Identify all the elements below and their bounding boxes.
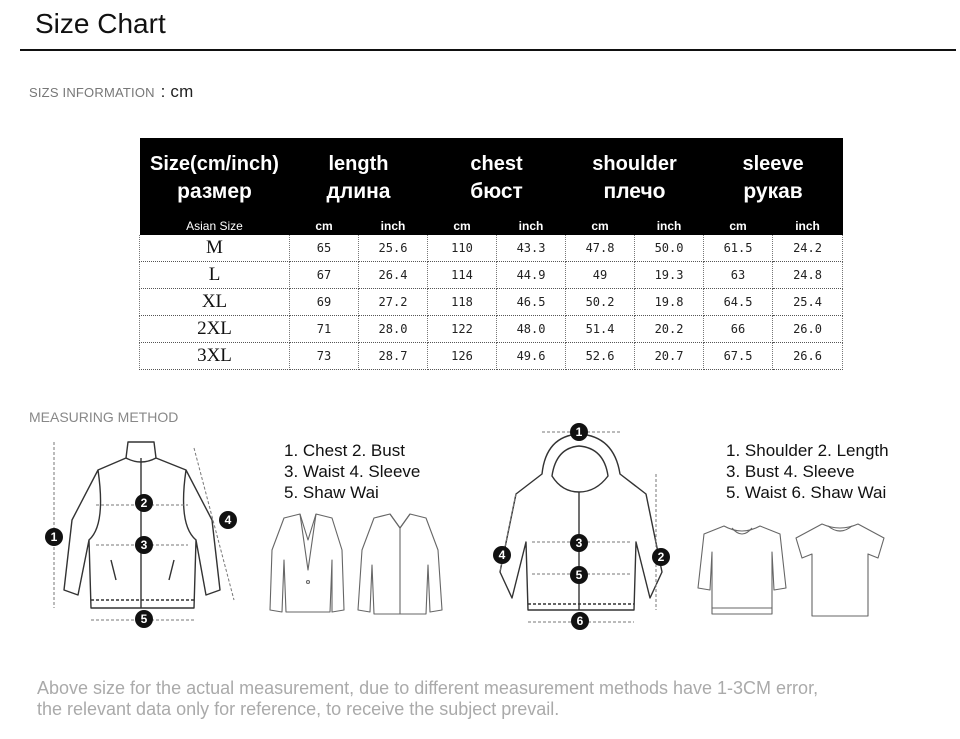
subheader-cell: cm bbox=[566, 218, 635, 235]
subheader-cell: cm bbox=[704, 218, 773, 235]
table-cell: 73 bbox=[290, 343, 359, 370]
size-info-text: SIZS INFORMATION bbox=[29, 85, 155, 100]
sweater-tshirt-sketch bbox=[694, 518, 894, 622]
table-cell: 122 bbox=[428, 316, 497, 343]
subheader-cell: inch bbox=[773, 218, 843, 235]
table-cell: 110 bbox=[428, 235, 497, 262]
right-steps bbox=[726, 440, 889, 503]
hoodie-marker-4-label: 4 bbox=[498, 548, 506, 562]
table-subheader-row bbox=[140, 218, 843, 235]
footer-note bbox=[37, 678, 818, 720]
footer-line: Above size for the actual measurement, due to different measurement methods have 1-3CM error, bbox=[37, 678, 819, 698]
subheader-cell: cm bbox=[290, 218, 359, 235]
measuring-method-title: MEASURING METHOD bbox=[29, 409, 179, 425]
hoodie-marker-2-label: 2 bbox=[657, 550, 665, 564]
table-cell: 26.6 bbox=[773, 343, 843, 370]
table-cell: 20.2 bbox=[635, 316, 704, 343]
page-title: Size Chart bbox=[35, 8, 166, 39]
table-cell: 118 bbox=[428, 289, 497, 316]
table-cell: 25.6 bbox=[359, 235, 428, 262]
marker-1-label: 1 bbox=[50, 530, 58, 544]
subheader-cell: inch bbox=[635, 218, 704, 235]
table-cell: 51.4 bbox=[566, 316, 635, 343]
table-cell: 50.0 bbox=[635, 235, 704, 262]
table-cell: 48.0 bbox=[497, 316, 566, 343]
table-cell: 61.5 bbox=[704, 235, 773, 262]
table-cell: 28.0 bbox=[359, 316, 428, 343]
subheader-cell: inch bbox=[497, 218, 566, 235]
marker-5-label: 5 bbox=[140, 612, 148, 626]
size-info-label bbox=[29, 82, 193, 102]
step-line: 3. Bust 4. Sleeve bbox=[726, 462, 855, 481]
subheader-cell: Asian Size bbox=[140, 218, 290, 235]
step-line: 1. Shoulder 2. Length bbox=[726, 441, 889, 460]
table-row bbox=[140, 262, 843, 289]
col-header-length: length длина bbox=[290, 138, 428, 218]
table-cell: 26.0 bbox=[773, 316, 843, 343]
table-cell: 63 bbox=[704, 262, 773, 289]
size-info-unit: : cm bbox=[160, 82, 194, 101]
hoodie-marker-5-label: 5 bbox=[575, 568, 583, 582]
hoodie-marker-1-label: 1 bbox=[575, 425, 583, 439]
table-header-row bbox=[140, 138, 843, 218]
table-cell: 114 bbox=[428, 262, 497, 289]
table-cell: 64.5 bbox=[704, 289, 773, 316]
table-row bbox=[140, 235, 843, 262]
table-cell: 24.2 bbox=[773, 235, 843, 262]
col-header-size: Size(cm/inch) размер bbox=[140, 138, 290, 218]
table-cell: 25.4 bbox=[773, 289, 843, 316]
size-cell: M bbox=[140, 235, 290, 262]
step-line: 1. Chest 2. Bust bbox=[284, 441, 405, 460]
table-cell: 43.3 bbox=[497, 235, 566, 262]
table-cell: 49.6 bbox=[497, 343, 566, 370]
table-cell: 69 bbox=[290, 289, 359, 316]
table-cell: 50.2 bbox=[566, 289, 635, 316]
table-cell: 67 bbox=[290, 262, 359, 289]
table-cell: 19.3 bbox=[635, 262, 704, 289]
title-divider bbox=[20, 49, 956, 51]
subheader-cell: inch bbox=[359, 218, 428, 235]
table-row bbox=[140, 316, 843, 343]
table-cell: 27.2 bbox=[359, 289, 428, 316]
table-cell: 47.8 bbox=[566, 235, 635, 262]
table-cell: 26.4 bbox=[359, 262, 428, 289]
table-cell: 24.8 bbox=[773, 262, 843, 289]
step-line: 3. Waist 4. Sleeve bbox=[284, 462, 421, 481]
table-cell: 46.5 bbox=[497, 289, 566, 316]
table-cell: 52.6 bbox=[566, 343, 635, 370]
table-cell: 126 bbox=[428, 343, 497, 370]
table-cell: 65 bbox=[290, 235, 359, 262]
blazer-shirt-sketch bbox=[262, 510, 452, 620]
table-cell: 49 bbox=[566, 262, 635, 289]
col-header-chest: chest бюст bbox=[428, 138, 566, 218]
size-cell: L bbox=[140, 262, 290, 289]
marker-2-label: 2 bbox=[140, 496, 148, 510]
table-cell: 20.7 bbox=[635, 343, 704, 370]
table-row bbox=[140, 343, 843, 370]
table-cell: 67.5 bbox=[704, 343, 773, 370]
table-row bbox=[140, 289, 843, 316]
jacket-measure-diagram bbox=[36, 430, 256, 630]
marker-4-label: 4 bbox=[224, 513, 232, 527]
table-cell: 71 bbox=[290, 316, 359, 343]
hoodie-marker-6-label: 6 bbox=[576, 614, 584, 628]
col-header-shoulder: shoulder плечо bbox=[566, 138, 704, 218]
hoodie-measure-diagram bbox=[486, 422, 676, 634]
size-cell: 3XL bbox=[140, 343, 290, 370]
subheader-cell: cm bbox=[428, 218, 497, 235]
size-cell: XL bbox=[140, 289, 290, 316]
step-line: 5. Waist 6. Shaw Wai bbox=[726, 483, 887, 502]
col-header-sleeve: sleeve рукав bbox=[704, 138, 843, 218]
table-cell: 66 bbox=[704, 316, 773, 343]
left-steps bbox=[284, 440, 420, 503]
size-cell: 2XL bbox=[140, 316, 290, 343]
step-line: 5. Shaw Wai bbox=[284, 483, 379, 502]
footer-line: the relevant data only for reference, to receive the subject prevail. bbox=[37, 699, 560, 719]
size-table bbox=[139, 138, 843, 370]
hoodie-marker-3-label: 3 bbox=[575, 536, 583, 550]
marker-3-label: 3 bbox=[140, 538, 148, 552]
table-cell: 44.9 bbox=[497, 262, 566, 289]
table-cell: 28.7 bbox=[359, 343, 428, 370]
table-cell: 19.8 bbox=[635, 289, 704, 316]
